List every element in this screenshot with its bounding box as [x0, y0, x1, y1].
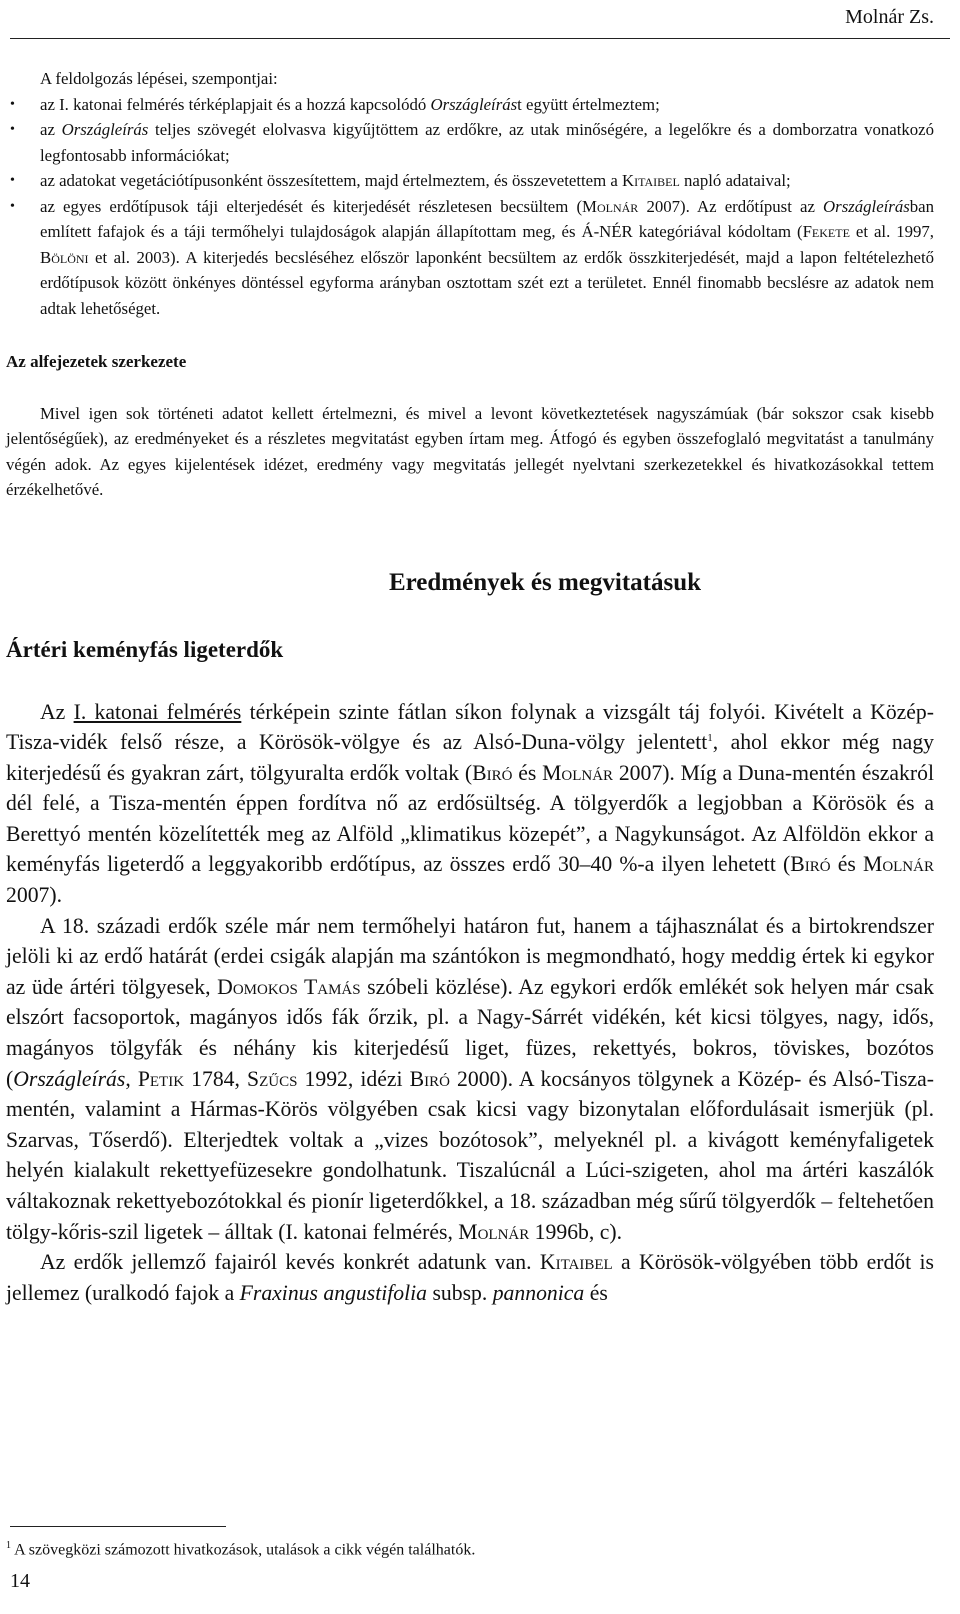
results-title: Eredmények és megvitatásuk — [388, 568, 702, 596]
bullet-icon: • — [10, 173, 15, 188]
bullet-icon: • — [10, 122, 15, 137]
structure-paragraph: Mivel igen sok történeti adatot kellett értelmezni, és mivel a levont következtetések nagyszámúak (bár sokszor csak kisebb jelentőségűek), az eredményeket és a részletes megvitatást egyben írtam meg. Átfogó és egyben összefoglaló megvitatást a tanulmány végén adok. Az egyes kijelentések idézet, eredmény vagy megvitatás jellegét nyelvtani szerkezetekkel és hivatkozásokkal tettem érzékelhetővé. — [6, 403, 934, 499]
methods-lead: A feldolgozás lépései, szempontjai: — [40, 69, 278, 88]
page-body — [6, 66, 934, 1308]
section-body — [6, 697, 934, 1309]
bullet-icon: • — [10, 198, 15, 214]
methods-block — [6, 66, 934, 321]
structure-section — [6, 401, 934, 503]
header-divider — [10, 38, 950, 39]
running-header-author: Molnár Zs. — [845, 6, 934, 28]
structure-heading: Az alfejezetek szerkezete — [6, 352, 187, 371]
section-paragraph-3: Az erdők jellemző fajairól kevés konkrét adatunk van. Kitaibel a Körösök-völgyében több erdőt is jellemez (uralkodó fajok a Fraxinus angustifolia subsp. pannonica és — [6, 1250, 934, 1305]
footnote-divider — [10, 1526, 226, 1527]
page-number: 14 — [10, 1570, 30, 1592]
footnote: $^1$ A szövegközi számozott hivatkozások, utalások a cikk végén találhatók. — [6, 1540, 476, 1559]
methods-bullet-3: • az adatokat vegetációtípusonként összesítettem, majd értelmeztem, és összevetettem a Kitaibel napló adataival; — [6, 168, 934, 194]
section-paragraph-2: A 18. századi erdők széle már nem termőhelyi határon fut, hanem a tájhasználat és a birtokrendszer jelöli ki az erdő határát (erdei csigák alapján ma szántókon is megmondható, hogy meddig értek ki egykor az üde ártéri tölgyesek, Domokos Tamás szóbeli közlése). Az egykori erdők emlékét sok helyen már csak elszórt facsoportok, magányos idős fák őrzik, pl. a Nagy-Sárrét vidékén, két kicsi tölgyes, nagy, idős, magányos tölgyfák és néhány kis kiterjedésű liget, füzes, rekettyés, bokros, töviskes, bozótos (Országleírás, Petik 1784, Szűcs 1992, idézi Biró 2000). A kocsányos tölgynek a Közép- és Alsó-Tisza-mentén, valamint a Hármas-Körös völgyében csak kicsi vagy bizonytalan előfordulásait ismerjük (pl. Szarvas, Tőserdő). Elterjedtek voltak a „vizes bozótosok”, melyeknél pl. a kivágott keményfaligetek helyén kialakult rekettyefüzesekre gondolhatunk. Tiszalúcnál a Lúci-szigeten, ahol ma ártéri kaszálók váltakoznak rekettyebozótokkal és pionír ligeterdőkkel, a 18. században még sűrű tölgyerdők – feltehetően tölgy-kőris-szil ligetek – álltak (I. katonai felmérés, Molnár 1996b, c). — [6, 913, 935, 1244]
section-paragraph-1: Az I. katonai felmérés térképein szinte fátlan síkon folynak a vizsgált táj folyói. Kivételt a Közép-Tisza-vidék felső része, a Körösök-völgye és az Alsó-Duna-völgy jelentett$^1$, ahol ekkor még nagy kiterjedésű és gyakran zárt, tölgyuralta erdők voltak (Biró és Molnár 2007). Míg a Duna-mentén északról dél felé, a Tisza-mentén éppen fordítva nő az erdősültség. A tölgyerdők a legjobban a Körösök és a Berettyó mentén közelítették meg az Alföld „klimatikus közepét”, a Nagykunságot. Az Alföldön ekkor a keményfás ligeterdő a leggyakoribb erdőtípus, az összes erdő 30–40 %-a ilyen lehetett (Biró és Molnár 2007). — [6, 699, 935, 908]
methods-bullet-1: • az I. katonai felmérés térképlapjait és a hozzá kapcsolódó Országleírást együtt értelmeztem; — [6, 92, 934, 118]
bullet-icon: • — [10, 96, 15, 112]
methods-bullet-4: • az egyes erdőtípusok táji elterjedését és kiterjedését részletesen becsültem (Molnár 2007). Az erdőtípust az Országleírásban említett fafajok és a táji termőhelyi tulajdoságok alapján állapítottam meg, és Á-NÉR kategóriával kódoltam (Fekete et al. 1997, Bölöni et al. 2003). A kiterjedés becsléséhez először laponként becsültem az erdők összkiterjedését, majd a lapon feltételezhető erdőtípusok között önkényes döntéssel egyforma arányban osztottam szét ezt a területet. Ennél finomabb becslésre az adatok nem adtak lehetőséget. — [6, 194, 934, 322]
methods-list — [6, 92, 934, 322]
footnote-ref: 1 — [707, 731, 713, 744]
methods-bullet-2: • az Országleírás teljes szövegét elolvasva kigyűjtöttem az erdőkre, az utak minőségére, a legelőkre és a domborzatra vonatkozó legfontosabb információkat; — [6, 117, 934, 168]
section-title: Ártéri keményfás ligeterdők — [6, 636, 284, 662]
